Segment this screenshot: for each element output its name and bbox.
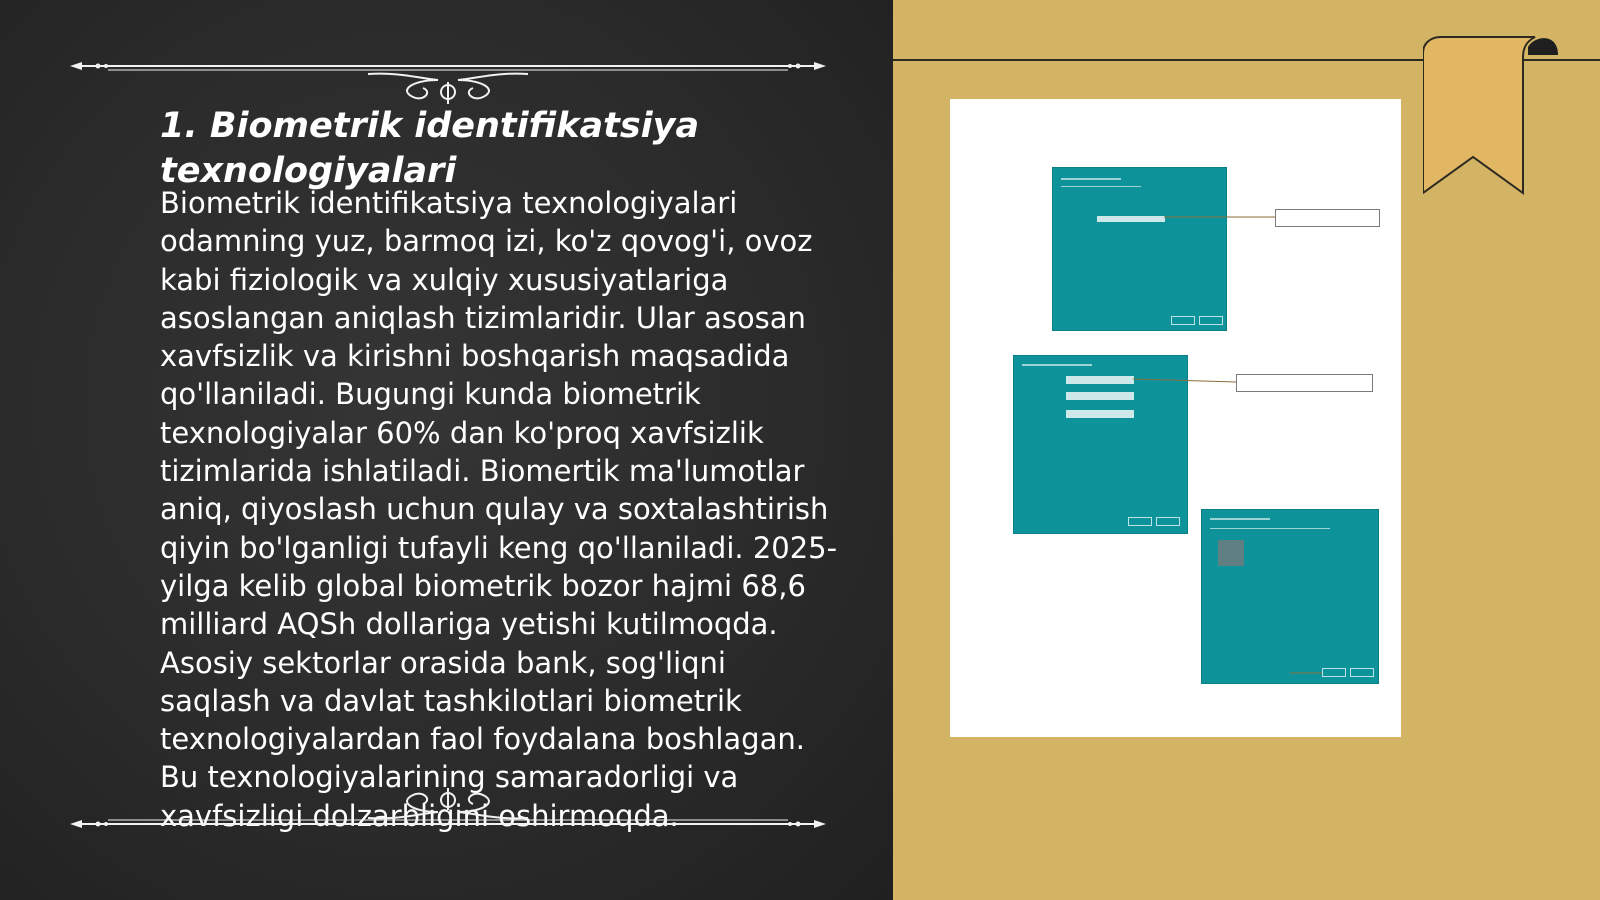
slide-title: 1. Biometrik identifikatsiya texnologiyalari [160,106,700,191]
leader-lines [950,99,1401,737]
ornament-top-icon [68,52,828,112]
bookmark-ribbon-icon [1423,35,1558,200]
ornament-bottom-icon [68,782,828,842]
screenshot-document [950,99,1401,737]
slide-body-text: Biometrik identifikatsiya texnologiyalari odamning yuz, barmoq izi, ko'z qovog'i, ovoz kabi fiziologik va xulqiy xususiyatlariga asoslangan aniqlash tizimlaridir. Ular asosan xavfsizlik va kirishni boshqarish maqsadida qo'llaniladi. Bugungi kunda biometrik texnologiyalar 60% dan ko'proq xavfsizlik tizimlarida ishlatiladi. Biomertik ma'lumotlar aniq, qiyoslash uchun qulay va soxtalashtirish qiyin bo'lganligi tufayli keng qo'llaniladi. 2025-yilga kelib global biometrik bozor hajmi 68,6 milliard AQSh dollariga yetishi kutilmoqda. Asosiy sektorlar orasida bank, sog'liqni saqlash va davlat tashkilotlari biometrik texnologiyalardan faol foydalana boshlagan. Bu texnologiyalarining samaradorligi va xavfsizligi dolzarbligini oshirmoqda. [160,186,838,833]
